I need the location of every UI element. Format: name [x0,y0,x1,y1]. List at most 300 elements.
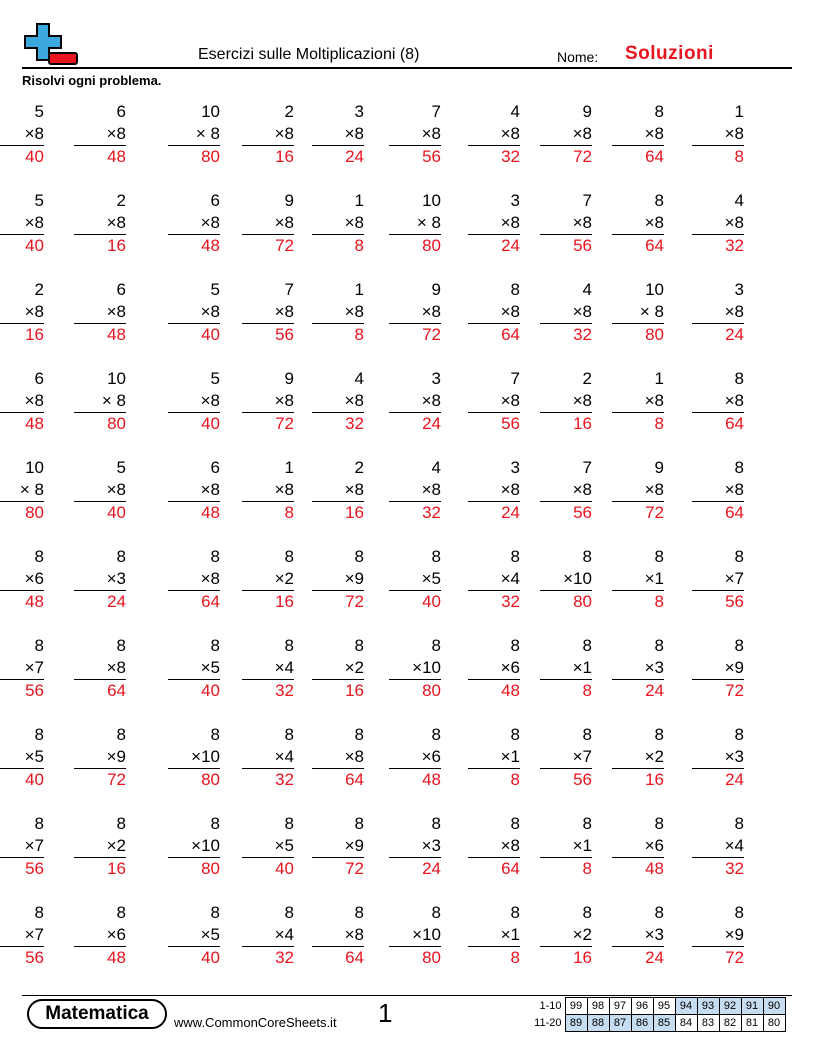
problem-answer: 48 [25,592,44,611]
problem-top-number: 8 [431,903,441,922]
problem [612,368,664,435]
problem-multiplier: ×8 [312,479,364,502]
problem-top-number: 8 [510,547,520,566]
score-cell: 91 [741,998,763,1015]
problem-answer: 40 [275,859,294,878]
problem-answer: 48 [107,147,126,166]
problem-multiplier: ×3 [74,568,126,591]
problem-top-number: 8 [582,547,592,566]
problem-top-number: 10 [25,458,44,477]
problem-top-number: 8 [734,725,744,744]
problem-top-number: 8 [510,725,520,744]
problem [74,457,126,524]
score-row-label: 11-20 [534,1017,562,1029]
problem-top-number: 8 [116,547,126,566]
brand-badge: Matematica [27,999,167,1029]
problem [168,635,220,702]
problem [540,635,592,702]
problem-answer: 24 [422,414,441,433]
problem-top-number: 2 [116,191,126,210]
problem-answer: 16 [25,325,44,344]
score-cell: 82 [719,1015,741,1032]
problem-top-number: 8 [210,725,220,744]
score-cell: 96 [631,998,653,1015]
problem [468,546,520,613]
problem-top-number: 8 [210,903,220,922]
problem [0,546,44,613]
problem-multiplier: ×2 [540,924,592,947]
problem-multiplier: ×4 [242,924,294,947]
problem [168,368,220,435]
problem-multiplier: ×4 [242,657,294,680]
problem-multiplier: ×8 [692,479,744,502]
problem-top-number: 5 [210,280,220,299]
problem [74,190,126,257]
problem-top-number: 8 [34,903,44,922]
problem-answer: 32 [725,859,744,878]
problem-answer: 80 [422,948,441,967]
problem-top-number: 8 [654,102,664,121]
problem-answer: 16 [645,770,664,789]
problem-top-number: 8 [510,814,520,833]
problem-multiplier: ×8 [692,390,744,413]
problem [0,635,44,702]
problem-multiplier: ×8 [242,212,294,235]
problem-answer: 32 [422,503,441,522]
problem-top-number: 8 [116,636,126,655]
problem-answer: 40 [25,770,44,789]
problem-multiplier: ×7 [0,657,44,680]
problem [312,902,364,969]
problem-multiplier: ×8 [312,123,364,146]
problem [468,902,520,969]
problem-answer: 72 [725,948,744,967]
problem-top-number: 1 [354,280,364,299]
problem-multiplier: ×5 [168,657,220,680]
problem [242,279,294,346]
problem [612,101,664,168]
problem-answer: 8 [582,681,592,700]
score-cell: 80 [763,1015,785,1032]
problem-answer: 56 [422,147,441,166]
problem-multiplier: ×8 [242,390,294,413]
problem-top-number: 8 [734,547,744,566]
problem-multiplier: ×7 [540,746,592,769]
problem-multiplier: ×8 [389,479,441,502]
problem-multiplier: ×8 [468,301,520,324]
problem [468,457,520,524]
problem [468,724,520,791]
problem-top-number: 7 [284,280,294,299]
problem-multiplier: ×1 [612,568,664,591]
problem-answer: 48 [501,681,520,700]
problem-top-number: 8 [284,547,294,566]
score-cell: 95 [653,998,675,1015]
problem-top-number: 8 [582,814,592,833]
problem-top-number: 8 [654,725,664,744]
problem-multiplier: ×8 [0,301,44,324]
problem-top-number: 8 [34,814,44,833]
problem-top-number: 8 [654,814,664,833]
problem-multiplier: ×8 [389,390,441,413]
problem [312,368,364,435]
problem [468,101,520,168]
problem [540,279,592,346]
problem-multiplier: ×6 [612,835,664,858]
problem-top-number: 1 [354,191,364,210]
problem-answer: 24 [645,681,664,700]
problem-answer: 48 [107,325,126,344]
problem [612,724,664,791]
problem-answer: 8 [510,948,520,967]
problem [540,101,592,168]
problem [389,101,441,168]
problem-answer: 16 [345,681,364,700]
problem [242,190,294,257]
problem-multiplier: ×9 [74,746,126,769]
problem-multiplier: ×8 [540,212,592,235]
problem-answer: 48 [645,859,664,878]
problem-top-number: 8 [431,636,441,655]
problem-multiplier: ×8 [168,390,220,413]
problem [389,457,441,524]
problem-answer: 56 [275,325,294,344]
score-cell: 84 [675,1015,697,1032]
problem [389,902,441,969]
problem-multiplier: ×9 [312,568,364,591]
problem [540,190,592,257]
problem-multiplier: ×8 [312,746,364,769]
problem-top-number: 6 [34,369,44,388]
problem-top-number: 3 [510,191,520,210]
problem [612,902,664,969]
problem [468,635,520,702]
problem-answer: 64 [345,770,364,789]
problem-multiplier: ×9 [692,657,744,680]
problem-answer: 8 [734,147,744,166]
problem-answer: 32 [501,147,520,166]
problem-multiplier: ×8 [612,212,664,235]
problem-answer: 32 [501,592,520,611]
score-cell: 86 [631,1015,653,1032]
score-cell: 90 [763,998,785,1015]
problem [242,546,294,613]
problem [168,190,220,257]
problem-answer: 40 [201,414,220,433]
problem [692,101,744,168]
problem-multiplier: ×5 [168,924,220,947]
problem-answer: 40 [107,503,126,522]
problem [74,902,126,969]
problem-multiplier: ×8 [540,301,592,324]
problem-top-number: 8 [34,636,44,655]
problem-multiplier: ×8 [74,479,126,502]
problem [389,190,441,257]
problem-top-number: 1 [284,458,294,477]
problem-multiplier: ×8 [168,212,220,235]
problem-multiplier: ×6 [74,924,126,947]
problem-multiplier: ×8 [692,212,744,235]
problem [540,368,592,435]
problem [389,724,441,791]
problem [74,279,126,346]
problem-multiplier: ×8 [692,301,744,324]
problem [168,813,220,880]
problem [0,279,44,346]
problem-top-number: 8 [354,814,364,833]
problem-answer: 24 [645,948,664,967]
problem-top-number: 8 [734,903,744,922]
problem [612,457,664,524]
problem-top-number: 6 [210,458,220,477]
problem-multiplier: ×2 [312,657,364,680]
problem [242,902,294,969]
problem-top-number: 10 [201,102,220,121]
problem-top-number: 8 [654,547,664,566]
problem-top-number: 7 [510,369,520,388]
problem [612,279,664,346]
score-cell: 87 [609,1015,631,1032]
problem-multiplier: ×1 [468,924,520,947]
problem-answer: 16 [573,414,592,433]
problem-top-number: 8 [431,725,441,744]
problem-multiplier: ×3 [389,835,441,858]
problem [692,279,744,346]
score-row [531,998,785,1015]
problem [168,457,220,524]
problem-multiplier: ×6 [389,746,441,769]
problem-answer: 72 [645,503,664,522]
problem-top-number: 6 [116,102,126,121]
score-cell: 88 [587,1015,609,1032]
problem [692,190,744,257]
problem-top-number: 2 [284,102,294,121]
problem [540,813,592,880]
problem [612,190,664,257]
problem [312,101,364,168]
name-label: Nome: [557,49,599,65]
problem-top-number: 3 [510,458,520,477]
problem-top-number: 8 [116,903,126,922]
problem-top-number: 4 [510,102,520,121]
problem [692,724,744,791]
problem-top-number: 8 [734,636,744,655]
page-title: Esercizi sulle Moltiplicazioni (8) [198,46,420,63]
problem-top-number: 5 [34,191,44,210]
problem-multiplier: ×8 [468,212,520,235]
problem-multiplier: ×3 [692,746,744,769]
problem-answer: 40 [201,681,220,700]
problem [540,902,592,969]
page-number: 1 [378,998,393,1028]
problem-top-number: 4 [734,191,744,210]
problem-answer: 56 [725,592,744,611]
problem-multiplier: ×8 [168,568,220,591]
problem-multiplier: ×1 [540,657,592,680]
problem-top-number: 8 [284,725,294,744]
problem-top-number: 4 [354,369,364,388]
problem-answer: 24 [725,325,744,344]
problem-top-number: 9 [284,369,294,388]
problem-top-number: 3 [431,369,441,388]
problem-multiplier: ×9 [692,924,744,947]
problem-multiplier: ×8 [0,390,44,413]
problem-multiplier: ×2 [74,835,126,858]
problem-answer: 24 [501,236,520,255]
problem-multiplier: ×1 [468,746,520,769]
problem-answer: 72 [345,859,364,878]
problem [692,635,744,702]
problem-top-number: 10 [645,280,664,299]
problem-answer: 72 [345,592,364,611]
problem [0,813,44,880]
problem-multiplier: ×8 [74,657,126,680]
problem-top-number: 8 [354,636,364,655]
score-cell: 99 [565,998,587,1015]
problem-answer: 16 [573,948,592,967]
problem-answer: 80 [422,236,441,255]
problem-top-number: 6 [116,280,126,299]
problem-multiplier: ×8 [74,212,126,235]
problem-top-number: 7 [582,458,592,477]
score-cell: 98 [587,998,609,1015]
problem-top-number: 3 [354,102,364,121]
problem-multiplier: ×8 [312,924,364,947]
problem-top-number: 8 [210,814,220,833]
problem-top-number: 8 [354,547,364,566]
problem-multiplier: ×8 [612,390,664,413]
problem-top-number: 2 [34,280,44,299]
problem [0,902,44,969]
problem-answer: 32 [345,414,364,433]
problem-answer: 64 [645,147,664,166]
problem-answer: 24 [501,503,520,522]
problem-top-number: 8 [284,814,294,833]
problem-top-number: 5 [210,369,220,388]
problem-top-number: 1 [654,369,664,388]
problem-top-number: 8 [582,636,592,655]
problem-top-number: 8 [210,636,220,655]
problem-answer: 64 [107,681,126,700]
problem-top-number: 8 [734,458,744,477]
problem-answer: 32 [573,325,592,344]
problem [168,546,220,613]
problem-answer: 32 [725,236,744,255]
problem-multiplier: ×10 [540,568,592,591]
problem-top-number: 8 [116,725,126,744]
problem-answer: 80 [201,147,220,166]
problem [168,902,220,969]
problem-top-number: 8 [284,903,294,922]
problem-answer: 72 [725,681,744,700]
problem-multiplier: ×5 [0,746,44,769]
problem-answer: 48 [422,770,441,789]
problem [0,190,44,257]
problem-top-number: 8 [654,191,664,210]
problem-multiplier: ×7 [0,924,44,947]
problem-top-number: 8 [284,636,294,655]
footer-divider [22,995,792,996]
problem-answer: 16 [107,859,126,878]
problem-top-number: 4 [582,280,592,299]
problem-multiplier: ×10 [389,924,441,947]
problem-multiplier: ×10 [168,835,220,858]
problem-top-number: 10 [107,369,126,388]
score-row [531,1015,785,1032]
problem [468,368,520,435]
problem [389,368,441,435]
problem-multiplier: ×8 [168,479,220,502]
problem-top-number: 8 [354,903,364,922]
problem [312,190,364,257]
problem [242,813,294,880]
problem-answer: 56 [573,503,592,522]
problem-answer: 72 [422,325,441,344]
problem [312,546,364,613]
problem-top-number: 2 [354,458,364,477]
problem-multiplier: × 8 [389,212,441,235]
problem-top-number: 10 [422,191,441,210]
problem-answer: 80 [107,414,126,433]
problem-top-number: 8 [431,547,441,566]
problem [612,546,664,613]
score-cell: 89 [565,1015,587,1032]
problem-top-number: 2 [582,369,592,388]
problem-answer: 64 [201,592,220,611]
problem [468,279,520,346]
problem-multiplier: ×4 [468,568,520,591]
problem [468,813,520,880]
problem [74,101,126,168]
problem-answer: 56 [25,859,44,878]
problem-answer: 16 [275,147,294,166]
problem-top-number: 9 [582,102,592,121]
problem-top-number: 8 [654,903,664,922]
problem [312,279,364,346]
problem [74,813,126,880]
problem-multiplier: ×8 [389,301,441,324]
problem-multiplier: ×6 [0,568,44,591]
problem-multiplier: ×8 [168,301,220,324]
problem-top-number: 8 [734,369,744,388]
problem-multiplier: ×9 [312,835,364,858]
problem [242,724,294,791]
problem-answer: 56 [501,414,520,433]
score-row-label: 1-10 [539,1000,562,1012]
score-cell: 81 [741,1015,763,1032]
problem [168,101,220,168]
problem-answer: 40 [422,592,441,611]
problem-multiplier: ×8 [242,123,294,146]
problem-multiplier: ×8 [312,212,364,235]
problem-top-number: 5 [116,458,126,477]
problem [389,546,441,613]
score-cell: 85 [653,1015,675,1032]
problem [612,813,664,880]
problem-multiplier: × 8 [612,301,664,324]
problem-multiplier: ×8 [468,390,520,413]
problem-multiplier: ×8 [468,835,520,858]
problem-answer: 32 [275,770,294,789]
problem-top-number: 8 [654,636,664,655]
problem-answer: 16 [345,503,364,522]
problem [242,101,294,168]
problem-top-number: 8 [354,725,364,744]
problem [389,813,441,880]
problem-multiplier: ×8 [0,123,44,146]
problem-top-number: 8 [510,903,520,922]
problem-answer: 32 [275,948,294,967]
